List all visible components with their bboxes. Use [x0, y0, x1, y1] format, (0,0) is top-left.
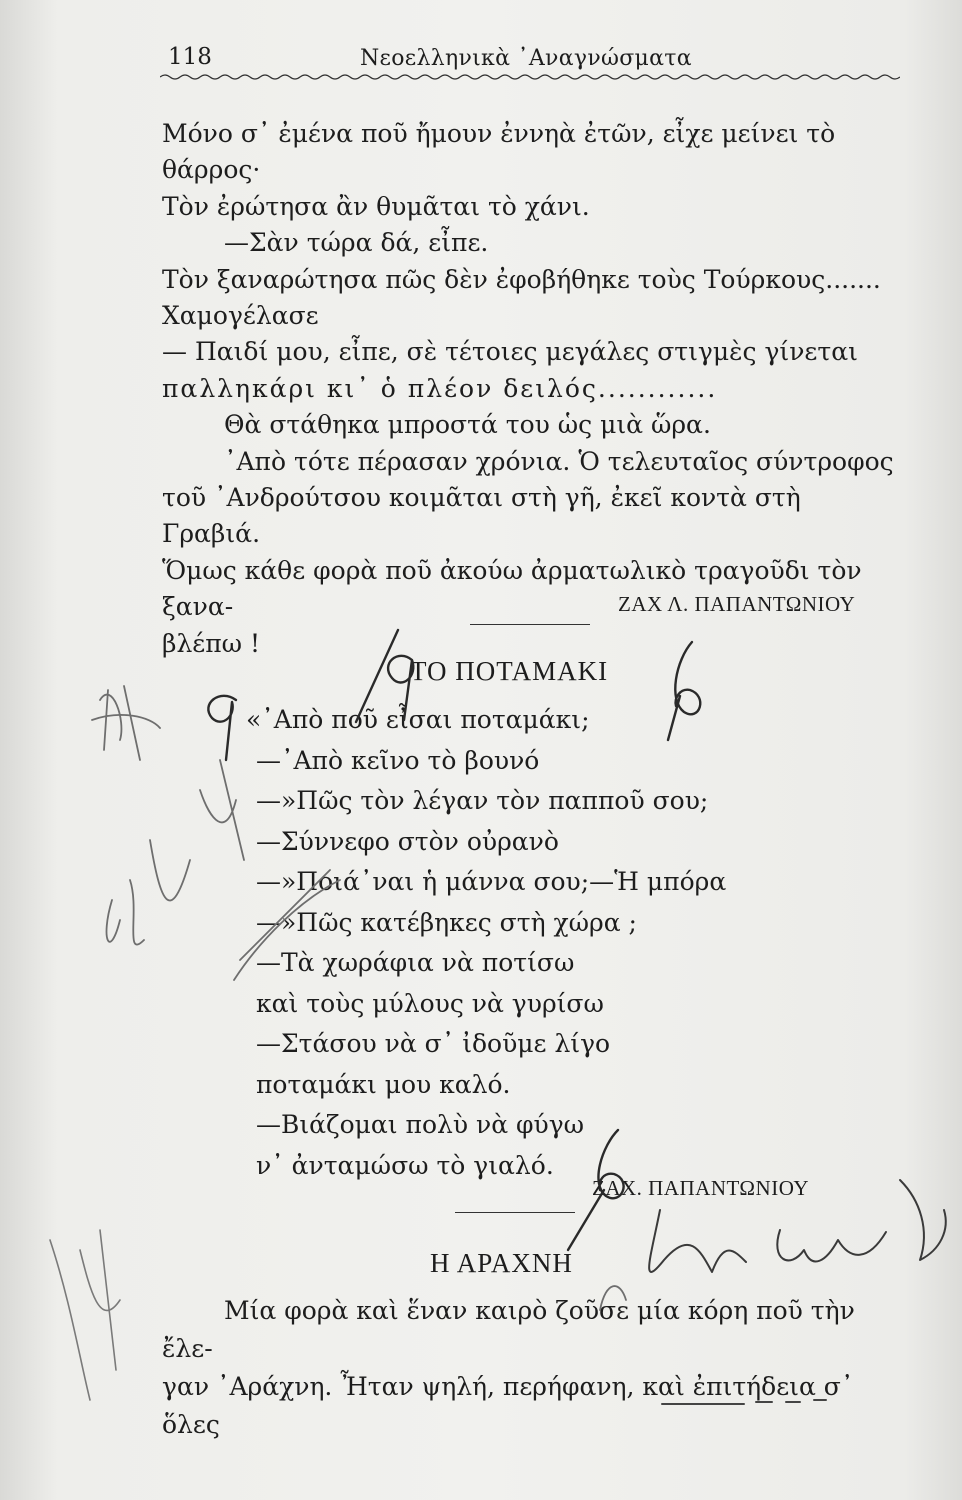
story-line: Τὸν ἐρώτησα ἂν θυμᾶται τὸ χάνι. — [162, 191, 590, 221]
story-line: παλληκάρι κι᾿ ὁ πλέον δειλός............ — [162, 373, 718, 403]
poem-line: —Βιάζομαι πολὺ νὰ φύγω — [256, 1110, 585, 1139]
spider-line: γαν ᾿Αράχνη. Ἦταν ψηλή, περήφανη, καὶ ἐπιτήδεια σ᾿ ὅλες — [162, 1372, 854, 1439]
poem-line: —Στάσου νὰ σ᾿ ἰδοῦμε λίγο — [256, 1029, 611, 1058]
poem-line: —»Πῶς κατέβηκες στὴ χώρα ; — [256, 907, 637, 937]
story-line: ᾿Απὸ τότε πέρασαν χρόνια. Ὁ τελευταῖος σύντροφος — [224, 446, 894, 476]
story-line: τοῦ ᾿Ανδρούτσου κοιμᾶται στὴ γῆ, ἐκεῖ κοντὰ στὴ Γραβιά. — [162, 483, 801, 549]
poem-line: ν᾿ ἀνταμώσω τὸ γιαλό. — [256, 1150, 554, 1180]
poem-signature: ΖΑΧ. ΠΑΠΑΝΤΩΝΙΟΥ — [592, 1176, 809, 1200]
story-signature: ΖΑΧ Λ. ΠΑΠΑΝΤΩΝΙΟΥ — [618, 592, 856, 616]
running-title: Νεοελληνικὰ ᾿Αναγνώσματα — [360, 46, 692, 71]
story-line: Χαμογέλασε — [162, 301, 319, 331]
story-text — [162, 116, 900, 662]
poem-line: —᾿Απὸ κεῖνο τὸ βουνό — [256, 745, 540, 775]
poem-line: ποταμάκι μου καλό. — [256, 1069, 511, 1099]
page-header — [160, 44, 900, 84]
header-wavy-rule — [160, 72, 900, 82]
poem-title: ΤΟ ΠΟΤΑΜΑΚΙ — [410, 656, 609, 686]
poem-line: «᾿Απὸ ποῦ εἶσαι ποταμάκι; — [246, 705, 590, 734]
story-line: βλέπω ! — [162, 628, 261, 658]
spider-title: Η ΑΡΑΧΝΗ — [430, 1248, 573, 1278]
poem-text — [246, 700, 846, 1186]
pencil-grade-9-left — [208, 696, 236, 760]
story-line: Ὅμως κάθε φορὰ ποῦ ἀκούω ἀρματωλικὸ τραγοῦδι τὸν ξανα- — [162, 555, 862, 622]
poem-line: —Σύννεφο στὸν οὐρανὸ — [256, 826, 559, 856]
poem-line: καὶ τοὺς μύλους νὰ γυρίσω — [256, 988, 604, 1018]
story-line: Μόνο σ᾿ ἐμένα ποῦ ἤμουν ἐννηὰ ἐτῶν, εἶχε μείνει τὸ θάρρος· — [162, 119, 836, 185]
spider-line: Μία φορὰ καὶ ἕναν καιρὸ ζοῦσε μία κόρη ποῦ τὴν ἔλε- — [162, 1296, 855, 1363]
spider-text — [162, 1292, 900, 1444]
poem-line: —»Ποιά᾿ναι ἡ μάννα σου;—Ἡ μπόρα — [256, 867, 727, 896]
page-number: 118 — [168, 44, 212, 70]
story-line: —Σὰν τώρα δά, εἶπε. — [224, 228, 489, 258]
section-divider — [455, 1212, 575, 1213]
pencil-scribble-bottom-left — [50, 1230, 120, 1400]
poem-line: —Τὰ χωράφια νὰ ποτίσω — [256, 948, 575, 977]
story-line: — Παιδί μου, εἶπε, σὲ τέτοιες μεγάλες στιγμὲς γίνεται — [162, 337, 858, 367]
story-line: Θὰ στάθηκα μπροστά του ὡς μιὰ ὥρα. — [224, 410, 711, 440]
poem-line: —»Πῶς τὸν λέγαν τὸν παπποῦ σου; — [256, 786, 709, 815]
section-divider — [470, 624, 590, 625]
story-line: Τὸν ξαναρώτησα πῶς δὲν ἐφοβήθηκε τοὺς Τούρκους....... — [162, 264, 881, 294]
